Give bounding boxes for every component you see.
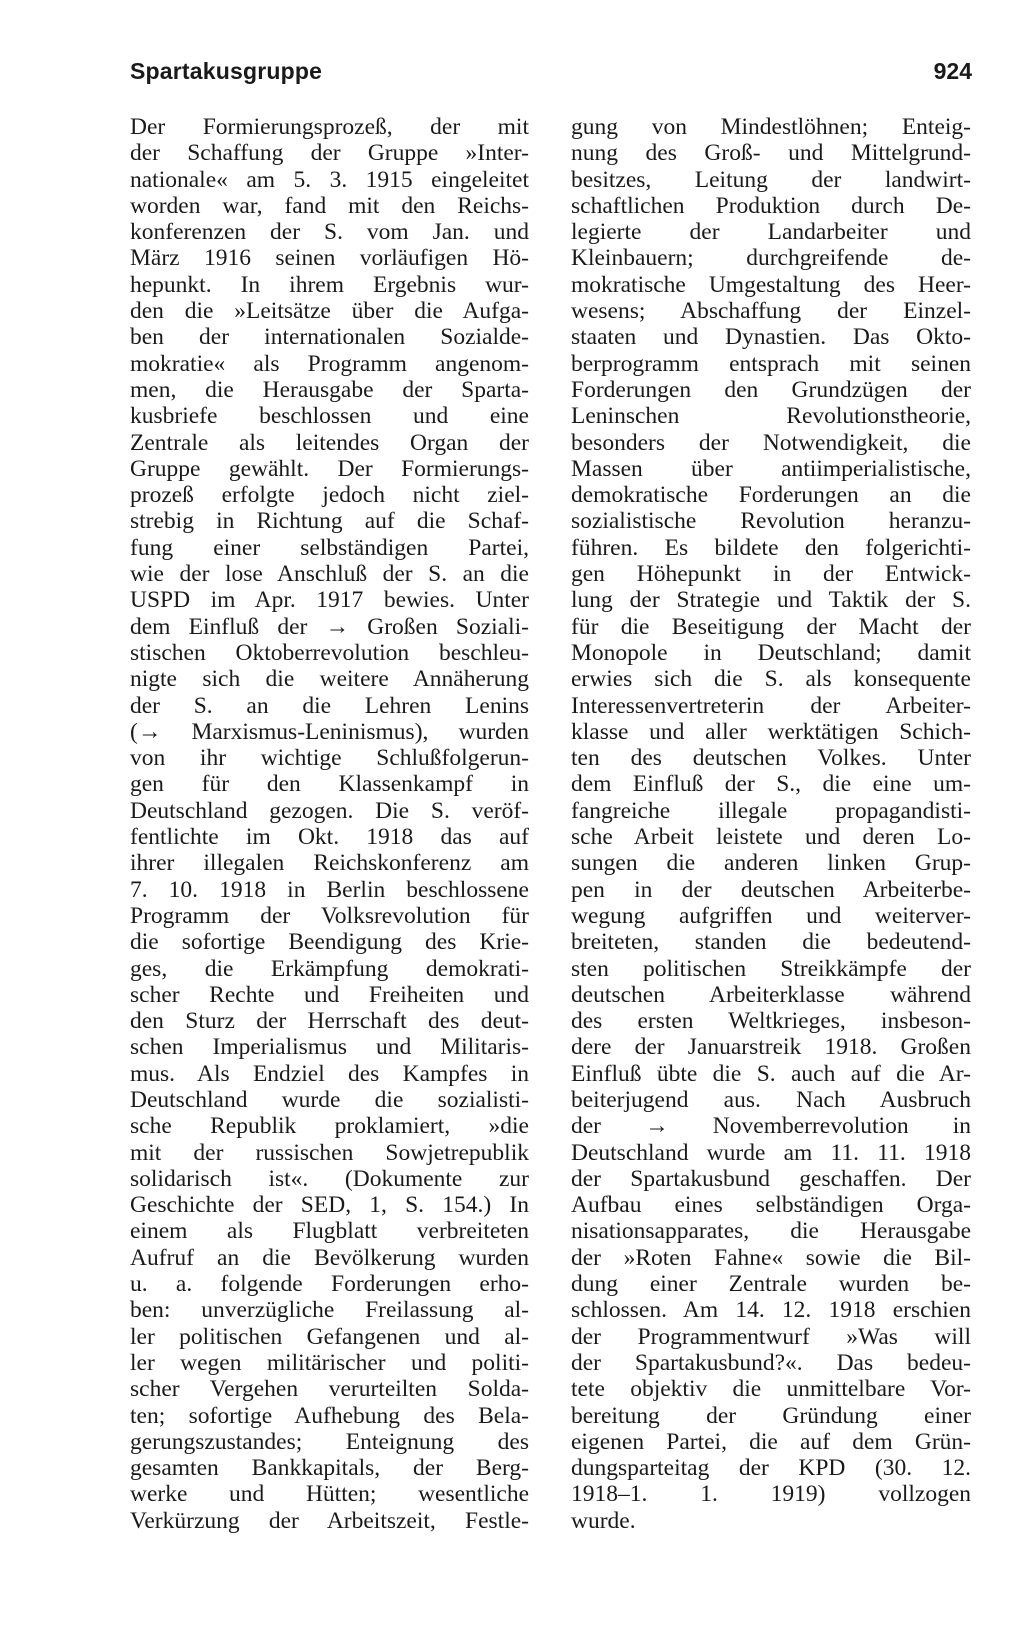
text-line: gesamten Bankkapitals, der Berg- bbox=[130, 1455, 529, 1482]
text-line: Monopole in Deutschland; damit bbox=[571, 639, 971, 666]
text-line: sungen die anderen linken Grup- bbox=[571, 850, 971, 877]
text-line: wegung aufgriffen und weiterver- bbox=[571, 902, 971, 929]
text-line: besitzes, Leitung der landwirt- bbox=[571, 166, 971, 193]
left-text-column bbox=[130, 114, 529, 1534]
text-line: für die Beseitigung der Macht der bbox=[571, 613, 971, 640]
text-line: men, die Herausgabe der Sparta- bbox=[130, 376, 529, 403]
text-line: gerungszustandes; Enteignung des bbox=[130, 1428, 529, 1455]
text-line: fentlichte im Okt. 1918 das auf bbox=[130, 824, 529, 851]
text-line: der Programmentwurf »Was will bbox=[571, 1323, 971, 1350]
text-line: sozialistische Revolution heranzu- bbox=[571, 508, 971, 535]
text-line: breiteten, standen die bedeutend- bbox=[571, 929, 971, 956]
text-line: der »Roten Fahne« sowie die Bil- bbox=[571, 1244, 971, 1271]
text-line: ler politischen Gefangenen und al- bbox=[130, 1323, 529, 1350]
text-line: Verkürzung der Arbeitszeit, Festle- bbox=[130, 1507, 529, 1534]
text-line: u. a. folgende Forderungen erho- bbox=[130, 1271, 529, 1298]
text-line: Gruppe gewählt. Der Formierungs- bbox=[130, 455, 529, 482]
text-line: ihrer illegalen Reichskonferenz am bbox=[130, 850, 529, 877]
text-line: Deutschland wurde am 11. 11. 1918 bbox=[571, 1139, 971, 1166]
text-line: ten des deutschen Volkes. Unter bbox=[571, 745, 971, 772]
text-line: strebig in Richtung auf die Schaf- bbox=[130, 508, 529, 535]
text-line: ten; sofortige Aufhebung des Bela- bbox=[130, 1402, 529, 1429]
text-line: deutschen Arbeiterklasse während bbox=[571, 981, 971, 1008]
text-line: dem Einfluß der S., die eine um- bbox=[571, 771, 971, 798]
text-line: worden war, fand mit den Reichs- bbox=[130, 192, 529, 219]
text-line: gen Höhepunkt in der Entwick- bbox=[571, 561, 971, 588]
page-number: 924 bbox=[933, 58, 972, 84]
text-line: schlossen. Am 14. 12. 1918 erschien bbox=[571, 1297, 971, 1324]
text-line: Zentrale als leitendes Organ der bbox=[130, 429, 529, 456]
text-line: lung der Strategie und Taktik der S. bbox=[571, 587, 971, 614]
text-line: tete objektiv die unmittelbare Vor- bbox=[571, 1376, 971, 1403]
text-line: wesens; Abschaffung der Einzel- bbox=[571, 298, 971, 325]
text-line: Deutschland gezogen. Die S. veröf- bbox=[130, 797, 529, 824]
text-line: ben der internationalen Sozialde- bbox=[130, 324, 529, 351]
text-line: Aufbau eines selbständigen Orga- bbox=[571, 1192, 971, 1219]
text-line: wurde. bbox=[571, 1507, 636, 1534]
text-line: besonders der Notwendigkeit, die bbox=[571, 429, 971, 456]
text-line: führen. Es bildete den folgerichti- bbox=[571, 534, 971, 561]
text-line: werke und Hütten; wesentliche bbox=[130, 1481, 529, 1508]
text-line: nationale« am 5. 3. 1915 eingeleitet bbox=[130, 166, 529, 193]
text-line: bereitung der Gründung einer bbox=[571, 1402, 971, 1429]
text-line: der Spartakusbund geschaffen. Der bbox=[571, 1165, 971, 1192]
text-line: schaftlichen Produktion durch De- bbox=[571, 192, 971, 219]
text-line: Deutschland wurde die sozialisti- bbox=[130, 1086, 529, 1113]
text-line: 1918–1. 1. 1919) vollzogen bbox=[571, 1481, 971, 1508]
text-line: pen in der deutschen Arbeiterbe- bbox=[571, 876, 971, 903]
text-line: nung des Groß- und Mittelgrund- bbox=[571, 140, 971, 167]
text-line: schen Imperialismus und Militaris- bbox=[130, 1034, 529, 1061]
text-line: mus. Als Endziel des Kampfes in bbox=[130, 1060, 529, 1087]
text-line: hepunkt. In ihrem Ergebnis wur- bbox=[130, 271, 529, 298]
text-line: März 1916 seinen vorläufigen Hö- bbox=[130, 245, 529, 272]
text-line: staaten und Dynastien. Das Okto- bbox=[571, 324, 971, 351]
text-line: scher Vergehen verurteilten Solda- bbox=[130, 1376, 529, 1403]
text-line: eigenen Partei, die auf dem Grün- bbox=[571, 1428, 971, 1455]
text-line: Geschichte der SED, 1, S. 154.) In bbox=[130, 1192, 529, 1219]
text-line: ler wegen militärischer und politi- bbox=[130, 1349, 529, 1376]
text-line: Kleinbauern; durchgreifende de- bbox=[571, 245, 971, 272]
text-line: mokratie« als Programm angenom- bbox=[130, 350, 529, 377]
text-line: der S. an die Lehren Lenins bbox=[130, 692, 529, 719]
text-line: Interessenvertreterin der Arbeiter- bbox=[571, 692, 971, 719]
text-line: Aufruf an die Bevölkerung wurden bbox=[130, 1244, 529, 1271]
text-line: konferenzen der S. vom Jan. und bbox=[130, 219, 529, 246]
text-line: beiterjugend aus. Nach Ausbruch bbox=[571, 1086, 971, 1113]
text-line: erwies sich die S. als konsequente bbox=[571, 666, 971, 693]
text-line: kusbriefe beschlossen und eine bbox=[130, 403, 529, 430]
text-line: scher Rechte und Freiheiten und bbox=[130, 981, 529, 1008]
text-line: klasse und aller werktätigen Schich- bbox=[571, 718, 971, 745]
right-text-column bbox=[571, 114, 971, 1534]
text-line: prozeß erfolgte jedoch nicht ziel- bbox=[130, 482, 529, 509]
text-line: demokratische Forderungen an die bbox=[571, 482, 971, 509]
text-line: USPD im Apr. 1917 bewies. Unter bbox=[130, 587, 529, 614]
text-line: Einfluß übte die S. auch auf die Ar- bbox=[571, 1060, 971, 1087]
text-line: fung einer selbständigen Partei, bbox=[130, 534, 529, 561]
text-line: legierte der Landarbeiter und bbox=[571, 219, 971, 246]
text-line: sche Arbeit leistete und deren Lo- bbox=[571, 824, 971, 851]
text-line: stischen Oktoberrevolution beschleu- bbox=[130, 639, 529, 666]
text-line: sche Republik proklamiert, »die bbox=[130, 1113, 529, 1140]
text-line: der Schaffung der Gruppe »Inter- bbox=[130, 140, 529, 167]
page-title: Spartakusgruppe bbox=[130, 58, 323, 84]
text-line: nisationsapparates, die Herausgabe bbox=[571, 1218, 971, 1245]
text-line: ges, die Erkämpfung demokrati- bbox=[130, 955, 529, 982]
text-line: berprogramm entsprach mit seinen bbox=[571, 350, 971, 377]
text-line: der Spartakusbund?«. Das bedeu- bbox=[571, 1349, 971, 1376]
text-line: Massen über antiimperialistische, bbox=[571, 455, 971, 482]
text-line: den Sturz der Herrschaft des deut- bbox=[130, 1008, 529, 1035]
text-line: solidarisch ist«. (Dokumente zur bbox=[130, 1165, 529, 1192]
text-line: wie der lose Anschluß der S. an die bbox=[130, 561, 529, 588]
text-line: nigte sich die weitere Annäherung bbox=[130, 666, 529, 693]
text-line: der → Novemberrevolution in bbox=[571, 1113, 971, 1140]
text-line: ben: unverzügliche Freilassung al- bbox=[130, 1297, 529, 1324]
text-line: des ersten Weltkrieges, insbeson- bbox=[571, 1008, 971, 1035]
text-line: den die »Leitsätze über die Aufga- bbox=[130, 298, 529, 325]
text-line: gung von Mindestlöhnen; Enteig- bbox=[571, 114, 971, 140]
text-line: dungsparteitag der KPD (30. 12. bbox=[571, 1455, 971, 1482]
text-line: fangreiche illegale propagandisti- bbox=[571, 797, 971, 824]
text-line: dem Einfluß der → Großen Soziali- bbox=[130, 613, 529, 640]
text-line: gen für den Klassenkampf in bbox=[130, 771, 529, 798]
text-line: mokratische Umgestaltung des Heer- bbox=[571, 271, 971, 298]
text-line: von ihr wichtige Schlußfolgerun- bbox=[130, 745, 529, 772]
text-line: (→ Marxismus-Leninismus), wurden bbox=[130, 718, 529, 745]
text-line: Forderungen den Grundzügen der bbox=[571, 376, 971, 403]
text-line: dung einer Zentrale wurden be- bbox=[571, 1271, 971, 1298]
text-line: die sofortige Beendigung des Krie- bbox=[130, 929, 529, 956]
text-line: Leninschen Revolutionstheorie, bbox=[571, 403, 971, 430]
text-line: 7. 10. 1918 in Berlin beschlossene bbox=[130, 876, 529, 903]
text-line: dere der Januarstreik 1918. Großen bbox=[571, 1034, 971, 1061]
text-line: Programm der Volksrevolution für bbox=[130, 902, 529, 929]
text-line: mit der russischen Sowjetrepublik bbox=[130, 1139, 529, 1166]
text-line: Der Formierungsprozeß, der mit bbox=[130, 114, 529, 140]
text-line: sten politischen Streikkämpfe der bbox=[571, 955, 971, 982]
text-line: einem als Flugblatt verbreiteten bbox=[130, 1218, 529, 1245]
